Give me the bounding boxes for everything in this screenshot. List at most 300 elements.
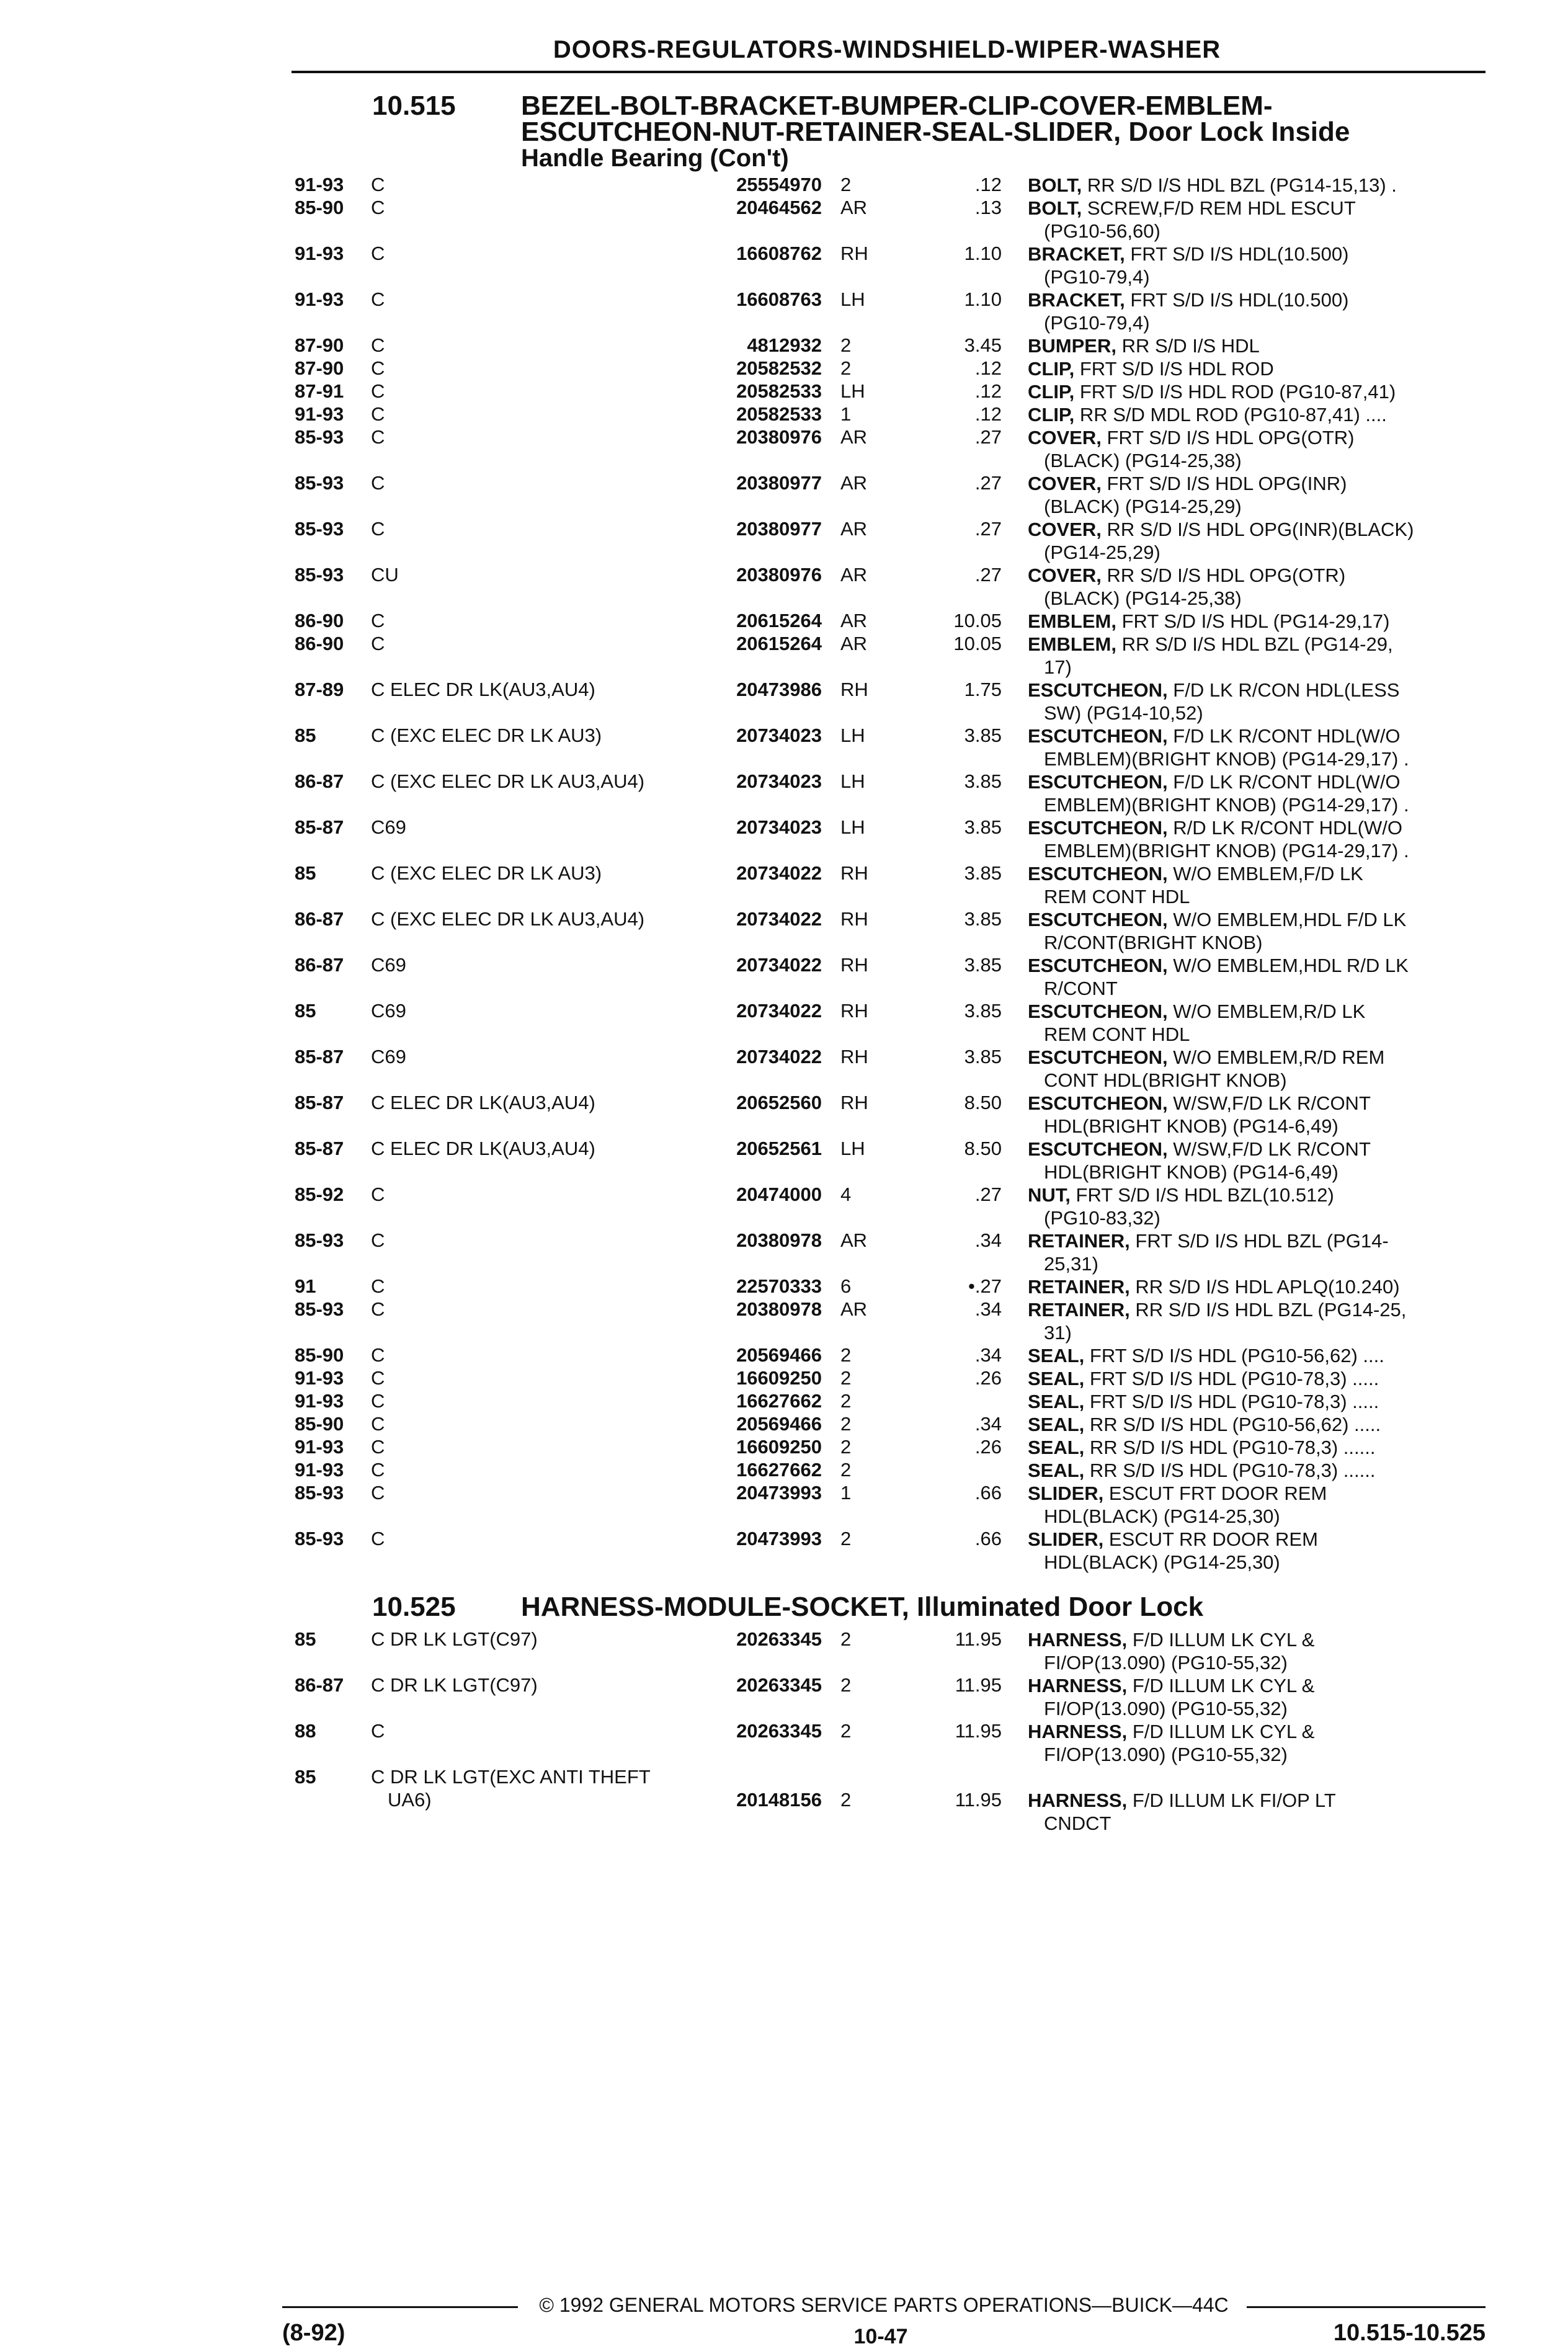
table-row bbox=[295, 1459, 1486, 1482]
dot-leader bbox=[371, 438, 751, 440]
part-detail: FRT S/D I/S HDL OPG(INR) bbox=[1107, 473, 1347, 494]
table-row bbox=[295, 243, 1486, 288]
description-line-2 bbox=[1028, 702, 1486, 724]
part-detail: ESCUT FRT DOOR REM bbox=[1108, 1482, 1327, 1504]
part-detail: FRT S/D I/S HDL ROD (PG10-87,41) bbox=[1079, 381, 1396, 403]
description-line-1 bbox=[1028, 1528, 1318, 1550]
description bbox=[1028, 770, 1486, 816]
part-detail: F/D ILLUM LK FI/OP LT bbox=[1132, 1790, 1336, 1811]
part-detail-continued: (BLACK) (PG14-25,38) bbox=[1044, 450, 1242, 471]
dot-leader bbox=[371, 530, 751, 532]
description-line-1 bbox=[1028, 1276, 1400, 1298]
description-line-1 bbox=[1028, 725, 1401, 747]
part-detail: F/D LK R/CONT HDL(W/O bbox=[1173, 725, 1401, 747]
application bbox=[371, 1528, 755, 1550]
price: 1.75 bbox=[964, 679, 1002, 700]
part-detail: RR S/D I/S HDL APLQ(10.240) bbox=[1135, 1276, 1400, 1298]
description bbox=[1028, 1046, 1486, 1092]
description-line-1 bbox=[1028, 1437, 1375, 1458]
dot-leader bbox=[371, 1012, 751, 1014]
table-row bbox=[295, 610, 1486, 633]
dot-leader bbox=[371, 1195, 751, 1197]
description-line-1 bbox=[1028, 1368, 1379, 1389]
description bbox=[1028, 1229, 1486, 1275]
dot-leader bbox=[371, 1494, 751, 1495]
part-name: HARNESS, bbox=[1028, 1675, 1128, 1696]
part-name: NUT, bbox=[1028, 1184, 1071, 1206]
part-number: 20380978 bbox=[736, 1298, 822, 1320]
part-detail-continued: FI/OP(13.090) (PG10-55,32) bbox=[1044, 1744, 1288, 1765]
page-header: DOORS-REGULATORS-WINDSHIELD-WIPER-WASHER bbox=[553, 36, 1221, 63]
description-line-2 bbox=[1028, 449, 1486, 472]
part-name: COVER, bbox=[1028, 427, 1102, 448]
part-detail-continued: R/CONT bbox=[1044, 978, 1118, 999]
price: .12 bbox=[974, 403, 1002, 425]
application bbox=[371, 1092, 755, 1114]
description-line-2 bbox=[1028, 1023, 1486, 1046]
quantity: RH bbox=[840, 679, 868, 700]
model-years: 85-87 bbox=[295, 1092, 344, 1113]
application-text: C DR LK LGT(EXC ANTI THEFT bbox=[371, 1766, 654, 1788]
description-line-2 bbox=[1028, 839, 1486, 862]
description-line-1 bbox=[1028, 1184, 1334, 1206]
part-detail: W/O EMBLEM,HDL R/D LK bbox=[1173, 955, 1409, 976]
application-text: C bbox=[371, 380, 388, 402]
table-row bbox=[295, 1275, 1486, 1298]
description-line-1 bbox=[1028, 473, 1347, 494]
part-name: BOLT, bbox=[1028, 174, 1082, 196]
description bbox=[1028, 1720, 1486, 1766]
application-text: C bbox=[371, 1459, 388, 1481]
description bbox=[1028, 1275, 1486, 1298]
application bbox=[371, 380, 755, 403]
part-detail-continued: REM CONT HDL bbox=[1044, 886, 1190, 907]
description-line-2 bbox=[1028, 1115, 1486, 1138]
part-name: BOLT, bbox=[1028, 197, 1082, 219]
application bbox=[371, 1046, 755, 1068]
quantity: LH bbox=[840, 816, 865, 838]
part-name: SEAL, bbox=[1028, 1345, 1085, 1366]
price: .34 bbox=[974, 1229, 1002, 1251]
price: .12 bbox=[974, 380, 1002, 402]
price: 1.10 bbox=[964, 243, 1002, 264]
application-text: C DR LK LGT(C97) bbox=[371, 1674, 541, 1696]
part-detail: FRT S/D I/S HDL (PG10-78,3) ..... bbox=[1089, 1391, 1379, 1412]
description bbox=[1028, 679, 1486, 724]
model-years: 85-87 bbox=[295, 1138, 344, 1159]
part-number: 20582533 bbox=[736, 380, 822, 402]
part-detail: FRT S/D I/S HDL (PG10-78,3) ..... bbox=[1089, 1368, 1379, 1389]
section-title-line-1: BEZEL-BOLT-BRACKET-BUMPER-CLIP-COVER-EMBLEM- bbox=[521, 91, 1273, 121]
price: .27 bbox=[974, 472, 1002, 494]
description bbox=[1028, 472, 1486, 518]
description-line-2 bbox=[1028, 1743, 1486, 1766]
model-years: 85-90 bbox=[295, 197, 344, 218]
application bbox=[371, 357, 755, 380]
quantity: AR bbox=[840, 472, 868, 494]
table-row bbox=[295, 1298, 1486, 1344]
description-line-1 bbox=[1028, 243, 1348, 265]
part-number: 20734022 bbox=[736, 908, 822, 930]
part-detail-continued: HDL(BLACK) (PG14-25,30) bbox=[1044, 1551, 1280, 1573]
description-line-1 bbox=[1028, 381, 1396, 403]
quantity: 6 bbox=[840, 1275, 852, 1297]
part-detail-continued: (PG10-79,4) bbox=[1044, 266, 1150, 288]
part-name: BRACKET, bbox=[1028, 289, 1125, 311]
model-years: 86-90 bbox=[295, 633, 344, 654]
part-detail-continued: (PG10-83,32) bbox=[1044, 1207, 1160, 1229]
part-detail-continued: EMBLEM)(BRIGHT KNOB) (PG14-29,17) . bbox=[1044, 840, 1409, 862]
part-number: 16627662 bbox=[736, 1390, 822, 1412]
description bbox=[1028, 1436, 1486, 1459]
part-name: EMBLEM, bbox=[1028, 633, 1116, 655]
part-name: ESCUTCHEON, bbox=[1028, 1046, 1168, 1068]
quantity: RH bbox=[840, 908, 868, 930]
dot-leader bbox=[371, 392, 751, 394]
description bbox=[1028, 1390, 1486, 1413]
model-years: 85-87 bbox=[295, 816, 344, 838]
application-text: C (EXC ELEC DR LK AU3) bbox=[371, 724, 605, 746]
application bbox=[371, 334, 755, 357]
quantity: RH bbox=[840, 954, 868, 976]
part-name: ESCUTCHEON, bbox=[1028, 725, 1168, 747]
table-row bbox=[295, 724, 1486, 770]
description bbox=[1028, 1183, 1486, 1229]
model-years: 88 bbox=[295, 1720, 316, 1742]
part-name: SLIDER, bbox=[1028, 1528, 1104, 1550]
application bbox=[371, 174, 755, 196]
description bbox=[1028, 357, 1486, 380]
part-number: 20615264 bbox=[736, 610, 822, 631]
description bbox=[1028, 1138, 1486, 1183]
part-detail: F/D LK R/CONT HDL(W/O bbox=[1173, 771, 1401, 793]
description-line-2 bbox=[1028, 1697, 1486, 1720]
description-line-1 bbox=[1028, 197, 1356, 219]
model-years: 85 bbox=[295, 1000, 316, 1022]
part-detail: F/D ILLUM LK CYL & bbox=[1132, 1629, 1315, 1651]
part-name: HARNESS, bbox=[1028, 1790, 1128, 1811]
part-number: 16608762 bbox=[736, 243, 822, 264]
part-name: SEAL, bbox=[1028, 1414, 1085, 1435]
description-line-2 bbox=[1028, 587, 1486, 610]
part-number: 20615264 bbox=[736, 633, 822, 654]
description bbox=[1028, 1789, 1486, 1835]
description-line-2 bbox=[1028, 1812, 1486, 1835]
part-detail: RR S/D I/S HDL (PG10-78,3) ...... bbox=[1089, 1460, 1376, 1481]
quantity: 2 bbox=[840, 1367, 852, 1389]
section-number: 10.525 bbox=[372, 1592, 456, 1622]
description bbox=[1028, 197, 1486, 243]
description-line-1 bbox=[1028, 1001, 1365, 1022]
part-number: 20582532 bbox=[736, 357, 822, 379]
description-line-1 bbox=[1028, 1721, 1314, 1742]
part-number: 20380976 bbox=[736, 426, 822, 448]
table-row bbox=[295, 1229, 1486, 1275]
part-name: ESCUTCHEON, bbox=[1028, 1001, 1168, 1022]
quantity: 2 bbox=[840, 1459, 852, 1481]
part-detail: RR S/D I/S HDL OPG(OTR) bbox=[1107, 564, 1346, 586]
description-line-2 bbox=[1028, 265, 1486, 288]
dot-leader bbox=[371, 185, 751, 187]
application bbox=[371, 564, 755, 586]
part-number: 20734023 bbox=[736, 724, 822, 746]
table-row bbox=[295, 1436, 1486, 1459]
part-name: SLIDER, bbox=[1028, 1482, 1104, 1504]
application-text: C bbox=[371, 403, 388, 425]
description-line-1 bbox=[1028, 1460, 1375, 1481]
price: .66 bbox=[974, 1482, 1002, 1504]
dot-leader bbox=[371, 622, 751, 623]
part-detail-continued: EMBLEM)(BRIGHT KNOB) (PG14-29,17) . bbox=[1044, 794, 1409, 816]
application-text: C bbox=[371, 1390, 388, 1412]
part-name: RETAINER, bbox=[1028, 1299, 1130, 1321]
part-detail: F/D ILLUM LK CYL & bbox=[1132, 1675, 1315, 1696]
application bbox=[371, 518, 755, 540]
quantity: RH bbox=[840, 862, 868, 884]
application bbox=[371, 1367, 755, 1389]
description-line-1 bbox=[1028, 1414, 1381, 1435]
price: .26 bbox=[974, 1367, 1002, 1389]
application bbox=[371, 954, 755, 976]
part-detail-continued: EMBLEM)(BRIGHT KNOB) (PG14-29,17) . bbox=[1044, 748, 1409, 770]
application bbox=[371, 1390, 755, 1412]
description bbox=[1028, 633, 1486, 679]
quantity: LH bbox=[840, 380, 865, 402]
price: 3.85 bbox=[964, 1000, 1002, 1022]
table-row bbox=[295, 1766, 1486, 1834]
application-text: C bbox=[371, 1413, 388, 1435]
description bbox=[1028, 518, 1486, 564]
application bbox=[371, 633, 755, 655]
part-number: 20380978 bbox=[736, 1229, 822, 1251]
application bbox=[371, 1183, 755, 1206]
part-detail: F/D LK R/CON HDL(LESS bbox=[1173, 679, 1400, 701]
application-text: C69 bbox=[371, 1000, 410, 1022]
quantity: 2 bbox=[840, 1390, 852, 1412]
description bbox=[1028, 174, 1486, 197]
dot-leader bbox=[371, 1356, 751, 1358]
application bbox=[371, 403, 755, 426]
price: 1.10 bbox=[964, 288, 1002, 310]
description-line-1 bbox=[1028, 1046, 1384, 1068]
price: .27 bbox=[974, 426, 1002, 448]
description-line-2 bbox=[1028, 747, 1486, 770]
dot-leader bbox=[371, 346, 751, 348]
price: 3.85 bbox=[964, 908, 1002, 930]
description-line-1 bbox=[1028, 1391, 1379, 1412]
description bbox=[1028, 1413, 1486, 1436]
price: .27 bbox=[974, 1183, 1002, 1205]
description-line-2 bbox=[1028, 885, 1486, 908]
price: 3.85 bbox=[964, 724, 1002, 746]
description-line-1 bbox=[1028, 519, 1414, 540]
quantity: AR bbox=[840, 426, 868, 448]
application bbox=[371, 1229, 755, 1252]
application bbox=[371, 1459, 755, 1481]
description bbox=[1028, 334, 1486, 357]
application-text: C69 bbox=[371, 954, 410, 976]
price: 8.50 bbox=[964, 1092, 1002, 1113]
table-row bbox=[295, 472, 1486, 518]
description bbox=[1028, 564, 1486, 610]
description bbox=[1028, 1344, 1486, 1367]
description bbox=[1028, 1674, 1486, 1720]
description bbox=[1028, 862, 1486, 908]
part-number: 4812932 bbox=[747, 334, 822, 356]
description bbox=[1028, 426, 1486, 472]
application-text: C bbox=[371, 334, 388, 356]
part-detail: RR S/D I/S HDL (PG10-56,62) ..... bbox=[1089, 1414, 1381, 1435]
quantity: LH bbox=[840, 1138, 865, 1159]
table-row bbox=[295, 633, 1486, 679]
description-line-1 bbox=[1028, 909, 1406, 930]
application bbox=[371, 1344, 755, 1366]
description bbox=[1028, 288, 1486, 334]
part-number: 20473993 bbox=[736, 1482, 822, 1504]
description-line-2 bbox=[1028, 656, 1486, 679]
model-years: 91-93 bbox=[295, 243, 344, 264]
description-line-1 bbox=[1028, 1790, 1336, 1811]
description-line-1 bbox=[1028, 679, 1399, 701]
description-line-2 bbox=[1028, 1321, 1486, 1344]
part-number: 20380977 bbox=[736, 472, 822, 494]
quantity: 2 bbox=[840, 1436, 852, 1458]
model-years: 86-87 bbox=[295, 954, 344, 976]
description bbox=[1028, 816, 1486, 862]
quantity: 2 bbox=[840, 1674, 852, 1696]
table-row bbox=[295, 380, 1486, 403]
quantity: AR bbox=[840, 197, 868, 218]
description-line-1 bbox=[1028, 404, 1387, 426]
part-detail: F/D ILLUM LK CYL & bbox=[1132, 1721, 1315, 1742]
part-name: RETAINER, bbox=[1028, 1230, 1130, 1252]
dot-leader bbox=[371, 484, 751, 486]
application bbox=[371, 288, 755, 311]
part-number: 20734022 bbox=[736, 862, 822, 884]
description bbox=[1028, 1628, 1486, 1674]
price: 8.50 bbox=[964, 1138, 1002, 1159]
description-line-2 bbox=[1028, 220, 1486, 243]
price: .26 bbox=[974, 1436, 1002, 1458]
part-detail-continued: 31) bbox=[1044, 1322, 1072, 1344]
table-row bbox=[295, 1674, 1486, 1720]
part-detail-continued: CNDCT bbox=[1044, 1812, 1111, 1834]
part-number: 20582533 bbox=[736, 403, 822, 425]
table-row bbox=[295, 862, 1486, 908]
part-detail: RR S/D MDL ROD (PG10-87,41) .... bbox=[1079, 404, 1387, 426]
dot-leader bbox=[371, 254, 751, 256]
dot-leader bbox=[371, 1058, 751, 1059]
part-detail-continued: HDL(BRIGHT KNOB) (PG14-6,49) bbox=[1044, 1161, 1339, 1183]
table-row bbox=[295, 1000, 1486, 1046]
application-text: C bbox=[371, 1344, 388, 1366]
footer-page-number: 10-47 bbox=[853, 2325, 908, 2348]
application-text: C DR LK LGT(C97) bbox=[371, 1628, 541, 1650]
application-text: C bbox=[371, 1482, 388, 1504]
section-title bbox=[521, 93, 1568, 171]
quantity: RH bbox=[840, 1000, 868, 1022]
table-row bbox=[295, 954, 1486, 1000]
description bbox=[1028, 1528, 1486, 1574]
part-detail: W/O EMBLEM,R/D REM bbox=[1173, 1046, 1385, 1068]
part-detail: RR S/D I/S HDL bbox=[1121, 335, 1260, 357]
table-row bbox=[295, 816, 1486, 862]
part-number: 16627662 bbox=[736, 1459, 822, 1481]
description-line-2 bbox=[1028, 1161, 1486, 1183]
description bbox=[1028, 1367, 1486, 1390]
part-detail-continued: SW) (PG14-10,52) bbox=[1044, 702, 1203, 724]
description-line-1 bbox=[1028, 289, 1348, 311]
quantity: 2 bbox=[840, 334, 852, 356]
model-years: 91-93 bbox=[295, 288, 344, 310]
part-number: 20734022 bbox=[736, 1000, 822, 1022]
part-detail-continued: FI/OP(13.090) (PG10-55,32) bbox=[1044, 1698, 1288, 1719]
application bbox=[371, 1000, 755, 1022]
part-detail-continued: (PG10-56,60) bbox=[1044, 220, 1160, 242]
table-row bbox=[295, 197, 1486, 243]
dot-leader bbox=[371, 644, 751, 646]
application bbox=[371, 1436, 755, 1458]
application bbox=[371, 472, 755, 494]
description-line-2 bbox=[1028, 931, 1486, 954]
dot-leader bbox=[371, 828, 751, 830]
section-number: 10.515 bbox=[372, 91, 456, 121]
part-name: EMBLEM, bbox=[1028, 610, 1116, 632]
table-row bbox=[295, 1528, 1486, 1574]
description-line-2 bbox=[1028, 1551, 1486, 1574]
description bbox=[1028, 610, 1486, 633]
model-years: 86-87 bbox=[295, 1674, 344, 1696]
price: .27 bbox=[974, 518, 1002, 540]
application bbox=[371, 1413, 755, 1435]
part-detail: RR S/D I/S HDL BZL (PG14-25, bbox=[1135, 1299, 1407, 1321]
description-line-1 bbox=[1028, 1675, 1314, 1696]
section-title-line-3: Handle Bearing (Con't) bbox=[521, 145, 789, 172]
application bbox=[371, 1138, 755, 1160]
model-years: 91-93 bbox=[295, 403, 344, 425]
application-text: C bbox=[371, 633, 388, 654]
application bbox=[371, 197, 755, 219]
quantity: 1 bbox=[840, 403, 852, 425]
model-years: 85-93 bbox=[295, 518, 344, 540]
model-years: 85-93 bbox=[295, 564, 344, 586]
description-line-2 bbox=[1028, 541, 1486, 564]
part-number: 20652560 bbox=[736, 1092, 822, 1113]
table-row bbox=[295, 564, 1486, 610]
model-years: 85 bbox=[295, 1628, 316, 1650]
price: .34 bbox=[974, 1413, 1002, 1435]
part-detail-continued: (PG14-25,29) bbox=[1044, 542, 1160, 563]
part-detail: R/D LK R/CONT HDL(W/O bbox=[1173, 817, 1402, 839]
part-name: SEAL, bbox=[1028, 1437, 1085, 1458]
application bbox=[371, 1628, 755, 1651]
model-years: 86-90 bbox=[295, 610, 344, 631]
part-detail: FRT S/D I/S HDL(10.500) bbox=[1130, 243, 1349, 265]
quantity: AR bbox=[840, 518, 868, 540]
description-line-1 bbox=[1028, 1230, 1389, 1252]
part-number: 20569466 bbox=[736, 1344, 822, 1366]
part-detail: RR S/D I/S HDL BZL (PG14-15,13) . bbox=[1087, 174, 1397, 196]
application-text: C (EXC ELEC DR LK AU3) bbox=[371, 862, 605, 884]
footer-date: (8-92) bbox=[282, 2320, 345, 2346]
description-line-1 bbox=[1028, 1629, 1314, 1651]
model-years: 87-91 bbox=[295, 380, 344, 402]
part-name: ESCUTCHEON, bbox=[1028, 863, 1168, 885]
model-years: 91-93 bbox=[295, 1459, 344, 1481]
part-name: ESCUTCHEON, bbox=[1028, 909, 1168, 930]
description bbox=[1028, 1482, 1486, 1528]
part-name: CLIP, bbox=[1028, 358, 1075, 380]
